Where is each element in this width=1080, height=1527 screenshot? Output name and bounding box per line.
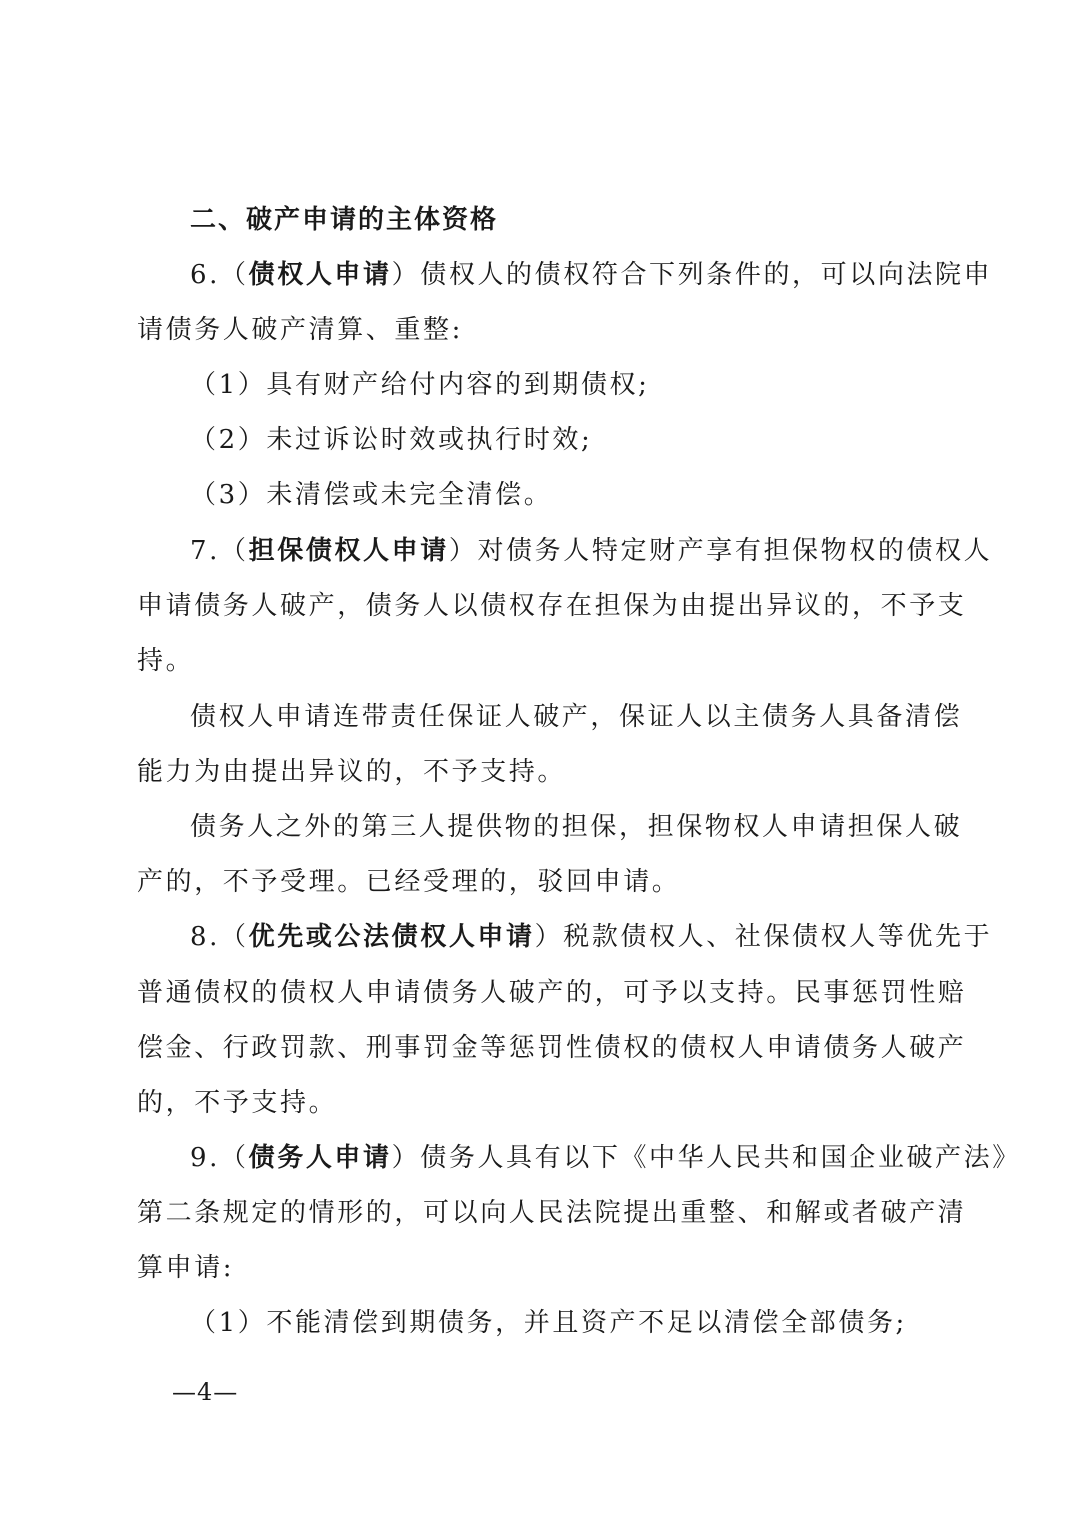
article-9-number: 9. <box>190 1143 221 1173</box>
article-8-text-1: 税款债权人、社保债权人等优先于 <box>563 922 993 952</box>
article-9-open-paren: （ <box>220 1143 249 1173</box>
article-8-close-paren: ） <box>534 922 564 952</box>
article-9-line-2: 第二条规定的情形的，可以向人民法院提出重整、和解或者破产清 <box>137 1198 967 1228</box>
page-number: —4— <box>172 1378 239 1406</box>
article-7-title: 担保债权人申请 <box>248 536 449 566</box>
article-7-line-3: 持。 <box>137 646 195 676</box>
article-9-text-1: 债务人具有以下《中华人民共和国企业破产法》 <box>420 1143 1021 1173</box>
article-8-number: 8. <box>190 922 221 952</box>
article-8-line-2: 普通债权的债权人申请债务人破产的，可予以支持。民事惩罚性赔 <box>137 978 967 1008</box>
article-6-item-3: （3）未清偿或未完全清偿。 <box>190 480 553 510</box>
article-7-para-3-line-1: 债务人之外的第三人提供物的担保，担保物权人申请担保人破 <box>190 812 963 842</box>
article-7-open-paren: （ <box>220 536 249 566</box>
article-6-title: 债权人申请 <box>248 260 392 290</box>
article-7-line-2: 申请债务人破产，债务人以债权存在担保为由提出异议的，不予支 <box>137 591 967 621</box>
article-8-title: 优先或公法债权人申请 <box>248 922 535 952</box>
article-9-item-1: （1）不能清偿到期债务，并且资产不足以清偿全部债务; <box>190 1308 907 1338</box>
article-8-open-paren: （ <box>220 922 249 952</box>
article-9-close-paren: ） <box>391 1143 421 1173</box>
article-7-para-3-line-2: 产的，不予受理。已经受理的，驳回申请。 <box>137 867 681 897</box>
article-7-close-paren: ） <box>448 536 478 566</box>
article-7-text-1: 对债务人特定财产享有担保物权的债权人 <box>477 536 993 566</box>
article-6-number: 6. <box>190 260 221 290</box>
article-6-item-1: （1）具有财产给付内容的到期债权; <box>190 370 650 400</box>
article-7-para-2-line-2: 能力为由提出异议的，不予支持。 <box>137 757 567 787</box>
article-7-line-1 <box>190 523 993 579</box>
article-6-close-paren: ） <box>391 260 421 290</box>
article-6-line-2: 请债务人破产清算、重整: <box>137 315 463 345</box>
article-8-line-3: 偿金、行政罚款、刑事罚金等惩罚性债权的债权人申请债务人破产 <box>137 1033 967 1063</box>
article-8-line-4: 的，不予支持。 <box>137 1088 338 1118</box>
article-7-number: 7. <box>190 536 221 566</box>
article-9-line-1 <box>190 1130 1021 1186</box>
article-7-para-2-line-1: 债权人申请连带责任保证人破产，保证人以主债务人具备清偿 <box>190 702 963 732</box>
article-6-open-paren: （ <box>220 260 249 290</box>
article-9-title: 债务人申请 <box>248 1143 392 1173</box>
article-8-line-1 <box>190 909 993 965</box>
article-6-text-1: 债权人的债权符合下列条件的，可以向法院申 <box>420 260 993 290</box>
article-9-line-3: 算申请: <box>137 1253 235 1283</box>
article-6-line-1 <box>190 247 993 303</box>
section-heading: 二、破产申请的主体资格 <box>190 205 499 235</box>
article-6-item-2: （2）未过诉讼时效或执行时效; <box>190 425 593 455</box>
